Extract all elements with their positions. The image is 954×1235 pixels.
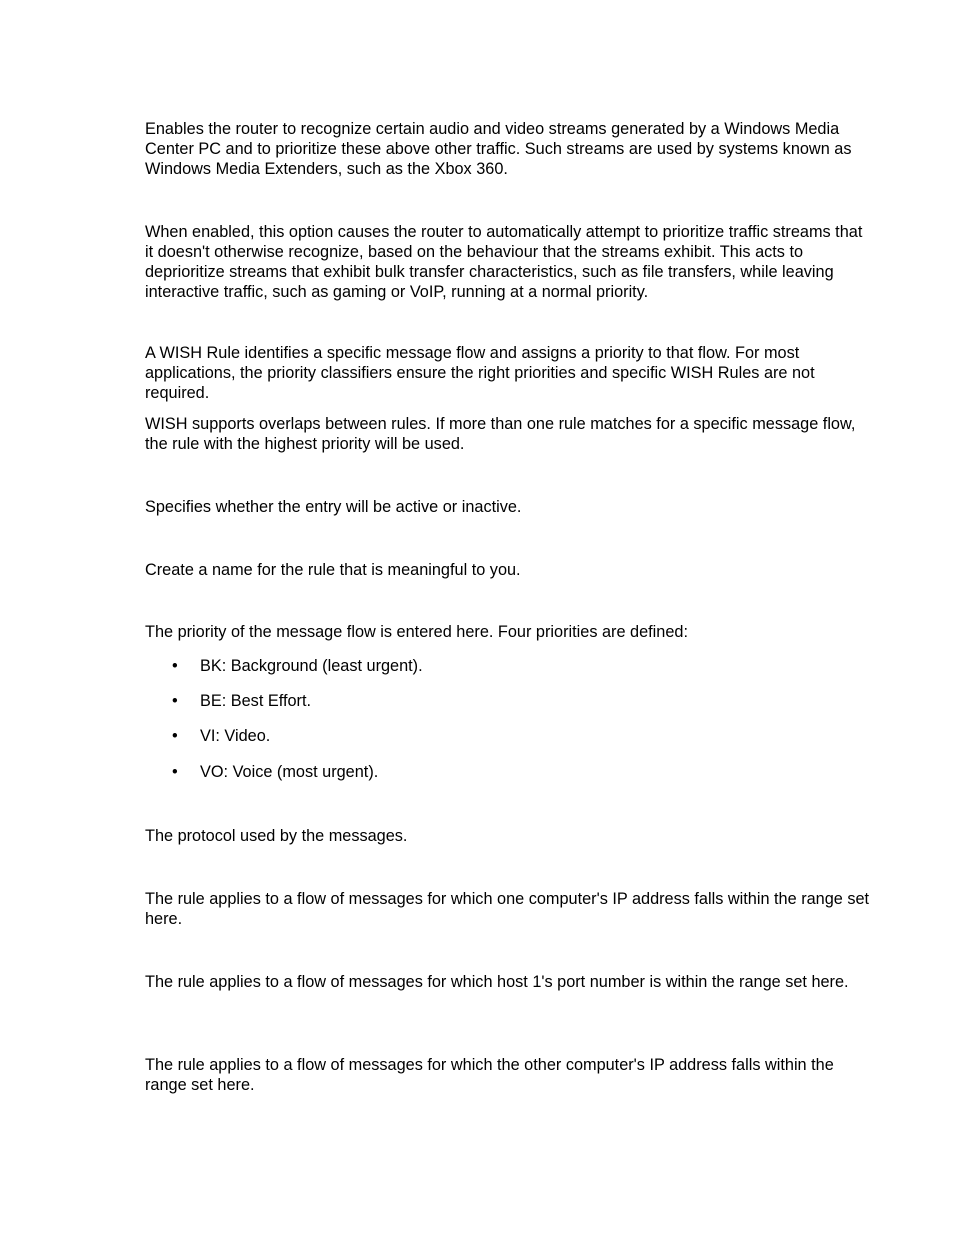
priority-field-description: The priority of the message flow is entered here. Four priorities are defined: [145, 623, 688, 641]
wish-rule-description: A WISH Rule identifies a specific message flow and assigns a priority to that flow. For most applications, the priority classifiers ensure the right priorities and specific WISH Rules are not required. [145, 344, 815, 402]
priority-be: BE: Best Effort. [200, 692, 312, 710]
wish-overlap-description: WISH supports overlaps between rules. If more than one rule matches for a specific message flow, the rule with the highest priority will be used. [145, 415, 856, 453]
host1-port-range-description: The rule applies to a flow of messages for which host 1's port number is within the range set here. [145, 973, 849, 991]
priority-vo: VO: Voice (most urgent). [200, 763, 379, 781]
bullet-icon: • [172, 727, 178, 745]
name-field-description: Create a name for the rule that is meaningful to you. [145, 561, 521, 579]
host2-ip-range-description: The rule applies to a flow of messages for which the other computer's IP address falls within the range set here. [145, 1056, 834, 1094]
enable-field-description: Specifies whether the entry will be active or inactive. [145, 498, 522, 516]
bullet-icon: • [172, 692, 178, 710]
host1-ip-range-description: The rule applies to a flow of messages for which one computer's IP address falls within the range set here. [145, 890, 870, 928]
bullet-icon: • [172, 763, 178, 781]
priority-bk: BK: Background (least urgent). [200, 657, 423, 675]
wmc-streams-description: Enables the router to recognize certain audio and video streams generated by a Windows Media Center PC and to prioritize these above other traffic. Such streams are used by systems known as Windows Media Extenders, such as the Xbox 360. [145, 120, 852, 178]
priority-vi: VI: Video. [200, 727, 271, 745]
automatic-classification-description: When enabled, this option causes the router to automatically attempt to prioritize traffic streams that it doesn't otherwise recognize, based on the behaviour that the streams exhibit. This acts to deprioritize streams that exhibit bulk transfer characteristics, such as file transfers, while leaving interactive traffic, such as gaming or VoIP, running at a normal priority. [145, 223, 863, 301]
protocol-field-description: The protocol used by the messages. [145, 827, 408, 845]
bullet-icon: • [172, 657, 178, 675]
